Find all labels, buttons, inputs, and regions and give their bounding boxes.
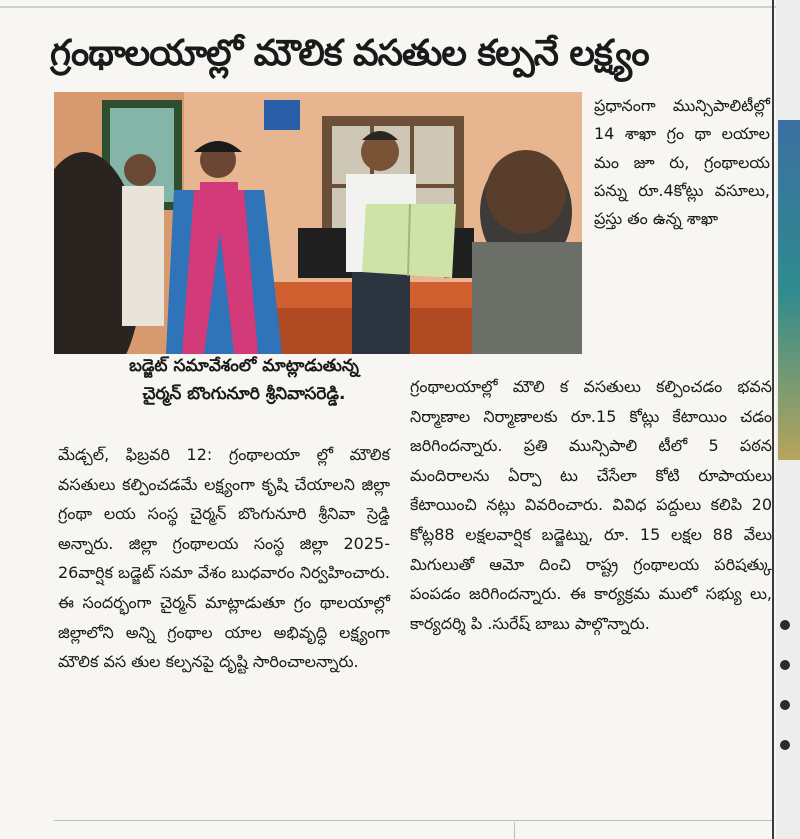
photo-caption: [84, 352, 404, 408]
adjacent-text-fragment: [780, 740, 790, 750]
caption-line: చైర్మన్ బొంగునూరి శ్రీనివాసరెడ్డి.: [142, 384, 346, 404]
adjacent-text-fragment: [780, 700, 790, 710]
column-tick: [514, 822, 515, 839]
adjacent-article-strip: [776, 0, 800, 839]
adjacent-text-fragment: [780, 620, 790, 630]
adjacent-text-fragment: [780, 660, 790, 670]
body-paragraph: మేడ్చల్, ఫిబ్రవరి 12: గ్రంథాలయా ల్లో మౌలిక వసతులు కల్పించడమే లక్ష్యంగా కృషి చేయాలని జిల్లా గ్రంథా లయ సంస్థ చైర్మన్ బొంగునూరి శ్రీనివా స్రెడ్డి అన్నారు. జిల్లా గ్రంథాలయ సంస్థ జిల్లా 2025-26వార్షిక బడ్జెట్ సమా వేశం బుధవారం నిర్వహించారు. ఈ సందర్భంగా చైర్మన్ మాట్లాడుతూ గ్రం థాలయాల్లో జిల్లాలోని అన్ని గ్రంథాల యాల అభివృద్ధి లక్ష్యంగా మౌలిక వస తుల కల్పనపై దృష్టి సారించాలన్నారు.: [58, 445, 390, 672]
bottom-rule: [54, 820, 772, 821]
body-paragraph: ప్రధానంగా మున్సిపాలిటీల్లో 14 శాఖా గ్రం థా లయాల మం జూ రు, గ్రంథాలయ పన్ను రూ.4కోట్లు వసూలు, ప్రస్తు తం ఉన్న శాఖా: [594, 96, 770, 229]
article-headline: గ్రంథాలయాల్లో మౌలిక వసతుల కల్పనే లక్ష్యం: [50, 33, 649, 74]
caption-line: బడ్జెట్ సమావేశంలో మాట్లాడుతున్న: [129, 356, 359, 376]
news-photo: [54, 92, 582, 354]
top-rule: [0, 6, 800, 8]
body-paragraph: గ్రంథాలయాల్లో మౌలి క వసతులు కల్పించడం భవన నిర్మాణాల నిర్మాణాలకు రూ.15 కోట్లు కేటాయిం చడం జరిగిందన్నారు. ప్రతి మున్సిపాలి టీలో 5 పఠన మందిరాలను ఏర్పా టు చేసేలా కోటి రూపాయలు కేటాయించి నట్లు వివరించారు. వివిధ పద్దులు కలిపి 20 కోట్ల88 లక్షలవార్షిక బడ్జెట్ను, రూ. 15 లక్షల 88 వేలు మిగులుతో ఆమో దించి రాష్ట్ర గ్రంథాలయ పరిషత్కు పంపడం జరిగిందన్నారు. ఈ కార్యక్రమ ములో సభ్యు లు, కార్యదర్శి పి .సురేష్ బాబు పాల్గొన్నారు.: [410, 377, 772, 633]
article-body-right-top-column: [594, 92, 770, 233]
adjacent-photo: [778, 120, 800, 460]
article-body-right-bottom-column: [410, 372, 772, 638]
article-body-left-column: [58, 440, 390, 677]
column-divider: [772, 0, 774, 839]
